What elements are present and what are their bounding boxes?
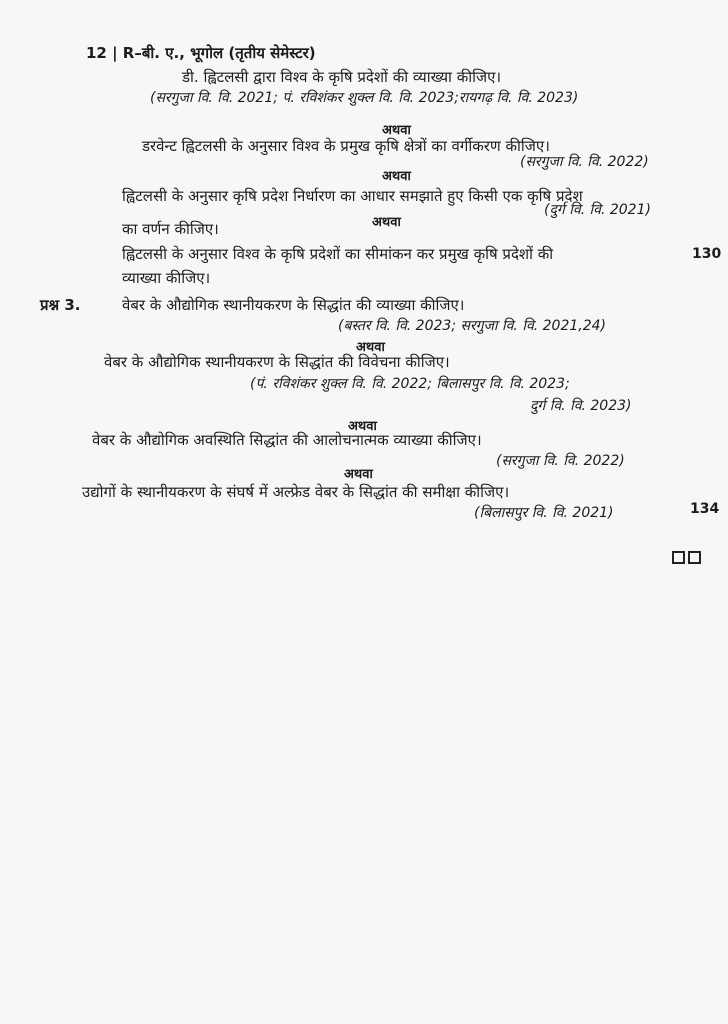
source-citation: (बिलासपुर वि. वि. 2021) — [474, 505, 614, 521]
question-line: डी. ह्विटलसी द्वारा विश्व के कृषि प्रदेशों की व्याख्या कीजिए। — [182, 68, 502, 86]
or-separator: अथवा — [382, 123, 411, 138]
source-citation: (बस्तर वि. वि. 2023; सरगुजा वि. वि. 2021,24) — [338, 318, 606, 334]
question-number: प्रश्न 3. — [40, 296, 81, 314]
question-line: व्याख्या कीजिए। — [122, 269, 211, 287]
running-header: 12 | R–बी. ए., भूगोल (तृतीय सेमेस्टर) — [86, 44, 316, 62]
page-reference: 130 — [692, 246, 722, 262]
source-citation: (सरगुजा वि. वि. 2022) — [496, 453, 625, 469]
question-line: ह्विटलसी के अनुसार कृषि प्रदेश निर्धारण का आधार समझाते हुए किसी एक कृषि प्रदेश — [122, 187, 583, 205]
square-icon — [672, 551, 685, 564]
source-citation: (पं. रविशंकर शुक्ल वि. वि. 2022; बिलासपुर वि. वि. 2023; — [250, 376, 570, 392]
or-separator: अथवा — [372, 215, 401, 230]
question-line: वेबर के औद्योगिक स्थानीयकरण के सिद्धांत की विवेचना कीजिए। — [104, 353, 450, 371]
question-line: उद्योगों के स्थानीयकरण के संघर्ष में अल्फ्रेड वेबर के सिद्धांत की समीक्षा कीजिए। — [82, 483, 510, 501]
or-separator: अथवा — [356, 340, 385, 355]
page-reference: 134 — [690, 501, 720, 517]
or-separator: अथवा — [344, 467, 373, 482]
or-separator: अथवा — [382, 169, 411, 184]
question-line: वेबर के औद्योगिक स्थानीयकरण के सिद्धांत की व्याख्या कीजिए। — [122, 296, 465, 314]
source-citation: (दुर्ग वि. वि. 2021) — [544, 202, 651, 218]
square-icon — [688, 551, 701, 564]
question-line: का वर्णन कीजिए। — [122, 220, 219, 238]
or-separator: अथवा — [348, 419, 377, 434]
question-line: डरवेन्ट ह्विटलसी के अनुसार विश्व के प्रमुख कृषि क्षेत्रों का वर्गीकरण कीजिए। — [142, 137, 550, 155]
source-citation: (सरगुजा वि. वि. 2022) — [520, 154, 649, 170]
question-line: वेबर के औद्योगिक अवस्थिति सिद्धांत की आलोचनात्मक व्याख्या कीजिए। — [92, 431, 482, 449]
source-citation: (सरगुजा वि. वि. 2021; पं. रविशंकर शुक्ल वि. वि. 2023;रायगढ़ वि. वि. 2023) — [150, 90, 579, 106]
question-line: ह्विटलसी के अनुसार विश्व के कृषि प्रदेशों का सीमांकन कर प्रमुख कृषि प्रदेशों की — [122, 245, 554, 263]
source-citation: दुर्ग वि. वि. 2023) — [530, 398, 632, 414]
end-marker — [672, 551, 701, 564]
